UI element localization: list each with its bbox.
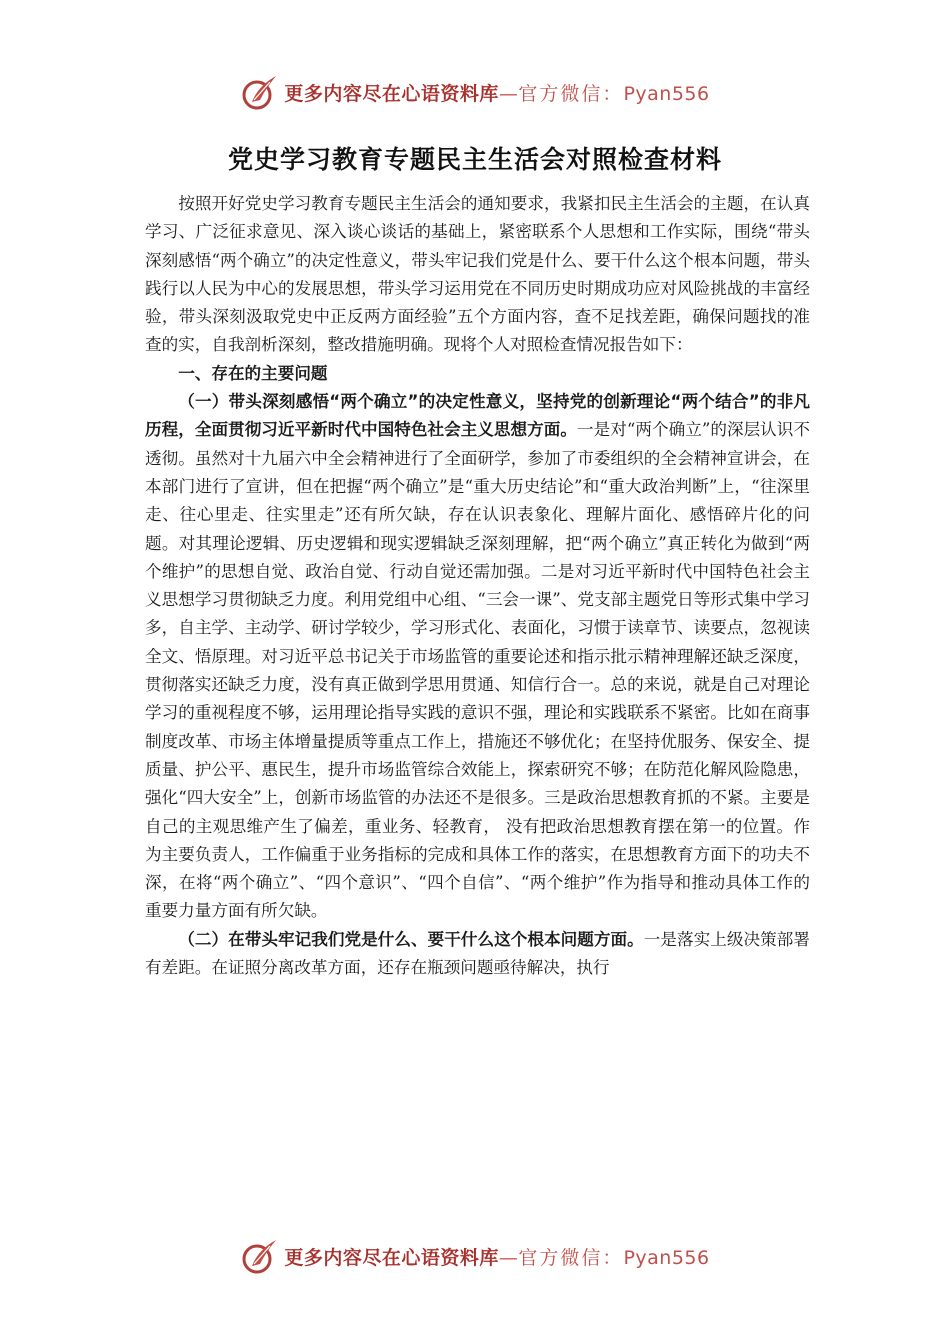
watermark-official-label: 官方微信： (518, 82, 624, 105)
quill-logo-icon (240, 72, 280, 112)
watermark-brand: 更多内容尽在心语资料库 (284, 82, 499, 105)
subsection-2-body: 一是落实上级决策部署有差距。在证照分离改革方面，还存在瓶颈问题亟待解决，执行 (145, 929, 811, 978)
intro-paragraph: 按照开好党史学习教育专题民主生活会的通知要求，我紧扣民主生活会的主题，在认真学习、广泛征求意见、深入谈心谈话的基础上，紧密联系个人思想和工作实际，围绕“带头深刻感悟“两个确立”的决定性意义，带头牢记我们党是什么、要干什么这个根本问题，带头践行以人民为中心的发展思想，带头学习运用党在不同历史时期成功应对风险挑战的丰富经验，带头深刻汲取党史中正反两方面经验”五个方面内容，查不足找差距，确保问题找的准查的实，自我剖析深刻，整改措施明确。现将个人对照检查情况报告如下： (145, 194, 810, 355)
watermark-official-label: 官方微信： (518, 1246, 624, 1269)
watermark-text (284, 79, 709, 106)
watermark-handle: Pyan556 (623, 1246, 710, 1269)
watermark-brand: 更多内容尽在心语资料库 (284, 1246, 499, 1269)
document-body (145, 190, 810, 982)
header-watermark (0, 72, 950, 112)
footer-watermark (0, 1236, 950, 1276)
section-heading-main-problems: 一、存在的主要问题 (178, 363, 328, 383)
quill-logo-icon (240, 1236, 280, 1276)
subsection-2-heading: （二）在带头牢记我们党是什么、要干什么这个根本问题方面。 (178, 929, 644, 949)
subsection-2-paragraph (145, 926, 810, 983)
watermark-separator: — (498, 1246, 519, 1269)
watermark-separator: — (498, 82, 519, 105)
document-title: 党史学习教育专题民主生活会对照检查材料 (227, 145, 722, 174)
watermark-handle: Pyan556 (623, 82, 710, 105)
subsection-1-body: 一是对“两个确立”的深层认识不透彻。虽然对十九届六中全会精神进行了全面研学，参加了市委组织的全会精神宣讲会，在本部门进行了宣讲，但在把握“两个确立”是“重大历史结论”和“重大政治判断”上，“往深里走、往心里走、往实里走”还有所欠缺，存在认识表象化、理解片面化、感悟碎片化的问题。对其理论逻辑、历史逻辑和现实逻辑缺乏深刻理解，把“两个确立”真正转化为做到“两个维护”的思想自觉、政治自觉、行动自觉还需加强。二是对习近平新时代中国特色社会主义思想学习贯彻缺乏力度。利用党组中心组、“三会一课”、党支部主题党日等形式集中学习多，自主学、主动学、研讨学较少，学习形式化、表面化，习惯于读章节、读要点，忽视读全文、悟原理。对习近平总书记关于市场监管的重要论述和指示批示精神理解还缺乏深度，贯彻落实还缺乏力度，没有真正做到学思用贯通、知信行合一。总的来说，就是自己对理论学习的重视程度不够，运用理论指导实践的意识不强，理论和实践联系不紧密。比如在商事制度改革、市场主体增量提质等重点工作上，措施还不够优化；在坚持优服务、保安全、提质量、护公平、惠民生，提升市场监管综合效能上，探索研究不够；在防范化解风险隐患，强化“四大安全”上，创新市场监管的办法还不是很多。三是政治思想教育抓的不紧。主要是自己的主观思维产生了偏差，重业务、轻教育， 没有把政治思想教育摆在第一的位置。作为主要负责人，工作偏重于业务指标的完成和具体工作的落实，在思想教育方面下的功夫不深，在将“两个确立”、“四个意识”、“四个自信”、“两个维护”作为指导和推动具体工作的重要力量方面有所欠缺。 (145, 420, 811, 921)
subsection-1-heading: （一）带头深刻感悟“两个确立”的决定性意义，坚持党的创新理论“两个结合”的非凡历程，全面贯彻习近平新时代中国特色社会主义思想方面。 (145, 392, 810, 440)
watermark-text (284, 1243, 709, 1270)
subsection-1-paragraph (145, 388, 810, 926)
